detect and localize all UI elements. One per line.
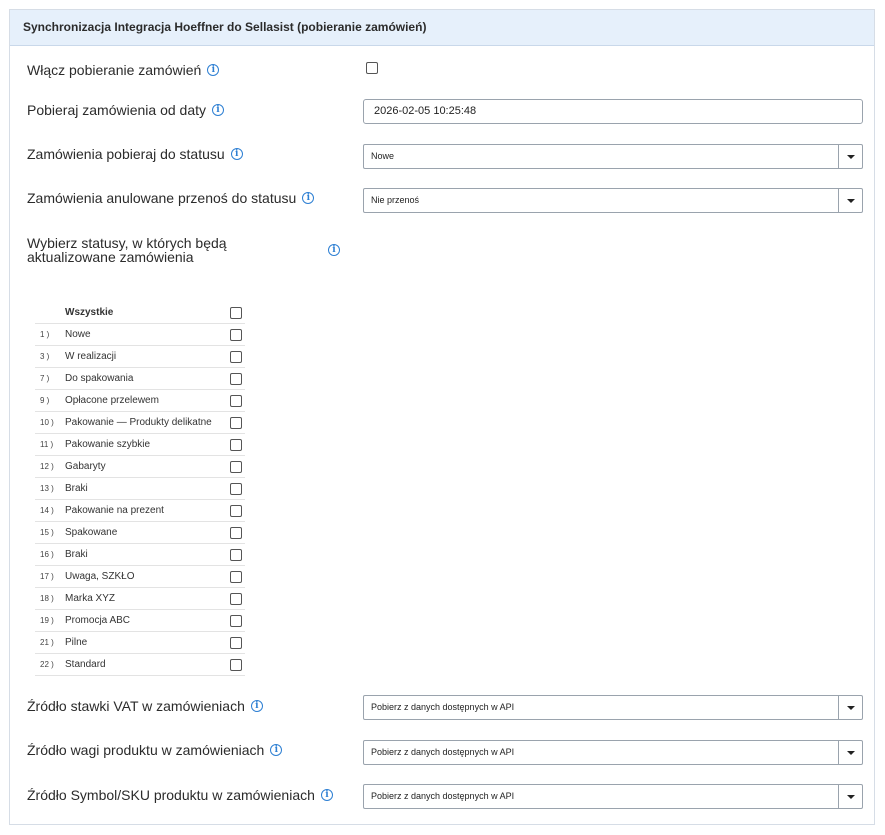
from-date-input[interactable]: 2026-02-05 10:25:48 — [363, 99, 863, 124]
status-checkbox[interactable] — [230, 483, 242, 495]
status-row — [35, 412, 245, 434]
vat-source-label: Źródło stawki VAT w zamówieniach — [27, 698, 245, 714]
status-number: 12 ) — [40, 462, 54, 471]
info-icon[interactable]: i — [212, 104, 224, 116]
to-status-row — [27, 146, 243, 162]
status-name: Uwaga, SZKŁO — [65, 571, 135, 582]
status-number: 17 ) — [40, 572, 54, 581]
cancelled-status-select[interactable] — [363, 188, 863, 213]
status-row — [35, 346, 245, 368]
status-all-label: Wszystkie — [65, 307, 114, 318]
status-number: 10 ) — [40, 418, 54, 427]
weight-source-select[interactable] — [363, 740, 863, 765]
sku-source-row — [27, 787, 333, 803]
status-checkbox[interactable] — [230, 439, 242, 451]
chevron-down-icon[interactable] — [838, 189, 862, 212]
status-number: 16 ) — [40, 550, 54, 559]
cancelled-status-label: Zamówienia anulowane przenoś do statusu — [27, 190, 297, 206]
info-icon[interactable]: i — [321, 789, 333, 801]
status-checkbox[interactable] — [230, 417, 242, 429]
weight-source-row — [27, 742, 282, 758]
status-name: Spakowane — [65, 527, 118, 538]
status-checkbox[interactable] — [230, 571, 242, 583]
weight-source-label: Źródło wagi produktu w zamówieniach — [27, 742, 265, 758]
from-date-label: Pobieraj zamówienia od daty — [27, 102, 206, 118]
status-row — [35, 522, 245, 544]
status-checkbox[interactable] — [230, 395, 242, 407]
status-number: 9 ) — [40, 396, 50, 405]
status-row — [35, 654, 245, 676]
status-name: Pakowanie — Produkty delikatne — [65, 417, 212, 428]
info-icon[interactable]: i — [207, 64, 219, 76]
status-checkbox[interactable] — [230, 527, 242, 539]
status-all-row — [35, 302, 245, 324]
info-icon[interactable]: i — [328, 244, 340, 256]
status-row — [35, 368, 245, 390]
status-table — [35, 302, 245, 676]
enable-label: Włącz pobieranie zamówień — [27, 62, 202, 78]
cancelled-status-value: Nie przenoś — [371, 195, 420, 205]
status-checkbox[interactable] — [230, 373, 242, 385]
to-status-select[interactable] — [363, 144, 863, 169]
status-number: 7 ) — [40, 374, 50, 383]
cancelled-status-row — [27, 190, 314, 206]
status-name: Promocja ABC — [65, 615, 131, 626]
info-icon[interactable]: i — [231, 148, 243, 160]
chevron-down-icon[interactable] — [838, 696, 862, 719]
status-number: 21 ) — [40, 638, 54, 647]
status-row — [35, 544, 245, 566]
status-row — [35, 566, 245, 588]
status-number: 1 ) — [40, 330, 50, 339]
status-name: Opłacone przelewem — [65, 395, 159, 406]
status-row — [35, 588, 245, 610]
status-row — [35, 434, 245, 456]
status-name: Standard — [65, 659, 106, 670]
status-all-checkbox[interactable] — [230, 307, 242, 319]
info-icon[interactable]: i — [270, 744, 282, 756]
status-checkbox[interactable] — [230, 461, 242, 473]
status-checkbox[interactable] — [230, 637, 242, 649]
status-name: Marka XYZ — [65, 593, 116, 604]
status-row — [35, 632, 245, 654]
status-row — [35, 478, 245, 500]
status-number: 11 ) — [40, 440, 54, 449]
status-checkbox[interactable] — [230, 505, 242, 517]
enable-checkbox[interactable] — [366, 62, 378, 74]
update-statuses-label: Wybierz statusy, w których będą aktualizowane zamówienia — [27, 235, 227, 265]
status-row — [35, 324, 245, 346]
status-checkbox[interactable] — [230, 351, 242, 363]
status-checkbox[interactable] — [230, 659, 242, 671]
enable-row — [27, 62, 219, 78]
status-number: 19 ) — [40, 616, 54, 625]
status-number: 18 ) — [40, 594, 54, 603]
status-number: 13 ) — [40, 484, 54, 493]
chevron-down-icon[interactable] — [838, 145, 862, 168]
status-name: Pakowanie szybkie — [65, 439, 151, 450]
status-checkbox[interactable] — [230, 329, 242, 341]
status-checkbox[interactable] — [230, 549, 242, 561]
from-date-row — [27, 102, 224, 118]
weight-source-value: Pobierz z danych dostępnych w API — [371, 747, 515, 757]
sku-source-label: Źródło Symbol/SKU produktu w zamówieniach — [27, 787, 315, 803]
status-name: Do spakowania — [65, 373, 134, 384]
status-number: 14 ) — [40, 506, 54, 515]
status-number: 22 ) — [40, 660, 54, 669]
vat-source-value: Pobierz z danych dostępnych w API — [371, 702, 515, 712]
status-checkbox[interactable] — [230, 615, 242, 627]
status-name: Pilne — [65, 637, 88, 648]
to-status-value: Nowe — [371, 151, 395, 161]
vat-source-select[interactable] — [363, 695, 863, 720]
status-name: W realizacji — [65, 351, 117, 362]
info-icon[interactable]: i — [302, 192, 314, 204]
status-row — [35, 500, 245, 522]
status-number: 15 ) — [40, 528, 54, 537]
sku-source-select[interactable] — [363, 784, 863, 809]
sku-source-value: Pobierz z danych dostępnych w API — [371, 791, 515, 801]
status-number: 3 ) — [40, 352, 50, 361]
panel-title: Synchronizacja Integracja Hoeffner do Sellasist (pobieranie zamówień) — [10, 10, 874, 46]
status-row — [35, 390, 245, 412]
status-checkbox[interactable] — [230, 593, 242, 605]
status-name: Nowe — [65, 329, 91, 340]
status-row — [35, 610, 245, 632]
status-row — [35, 456, 245, 478]
to-status-label: Zamówienia pobieraj do statusu — [27, 146, 225, 162]
chevron-down-icon[interactable] — [838, 741, 862, 764]
status-name: Pakowanie na prezent — [65, 505, 164, 516]
vat-source-row — [27, 698, 263, 714]
status-name: Gabaryty — [65, 461, 106, 472]
settings-panel — [9, 9, 875, 825]
status-name: Braki — [65, 483, 88, 494]
info-icon[interactable]: i — [251, 700, 263, 712]
status-name: Braki — [65, 549, 88, 560]
chevron-down-icon[interactable] — [838, 785, 862, 808]
